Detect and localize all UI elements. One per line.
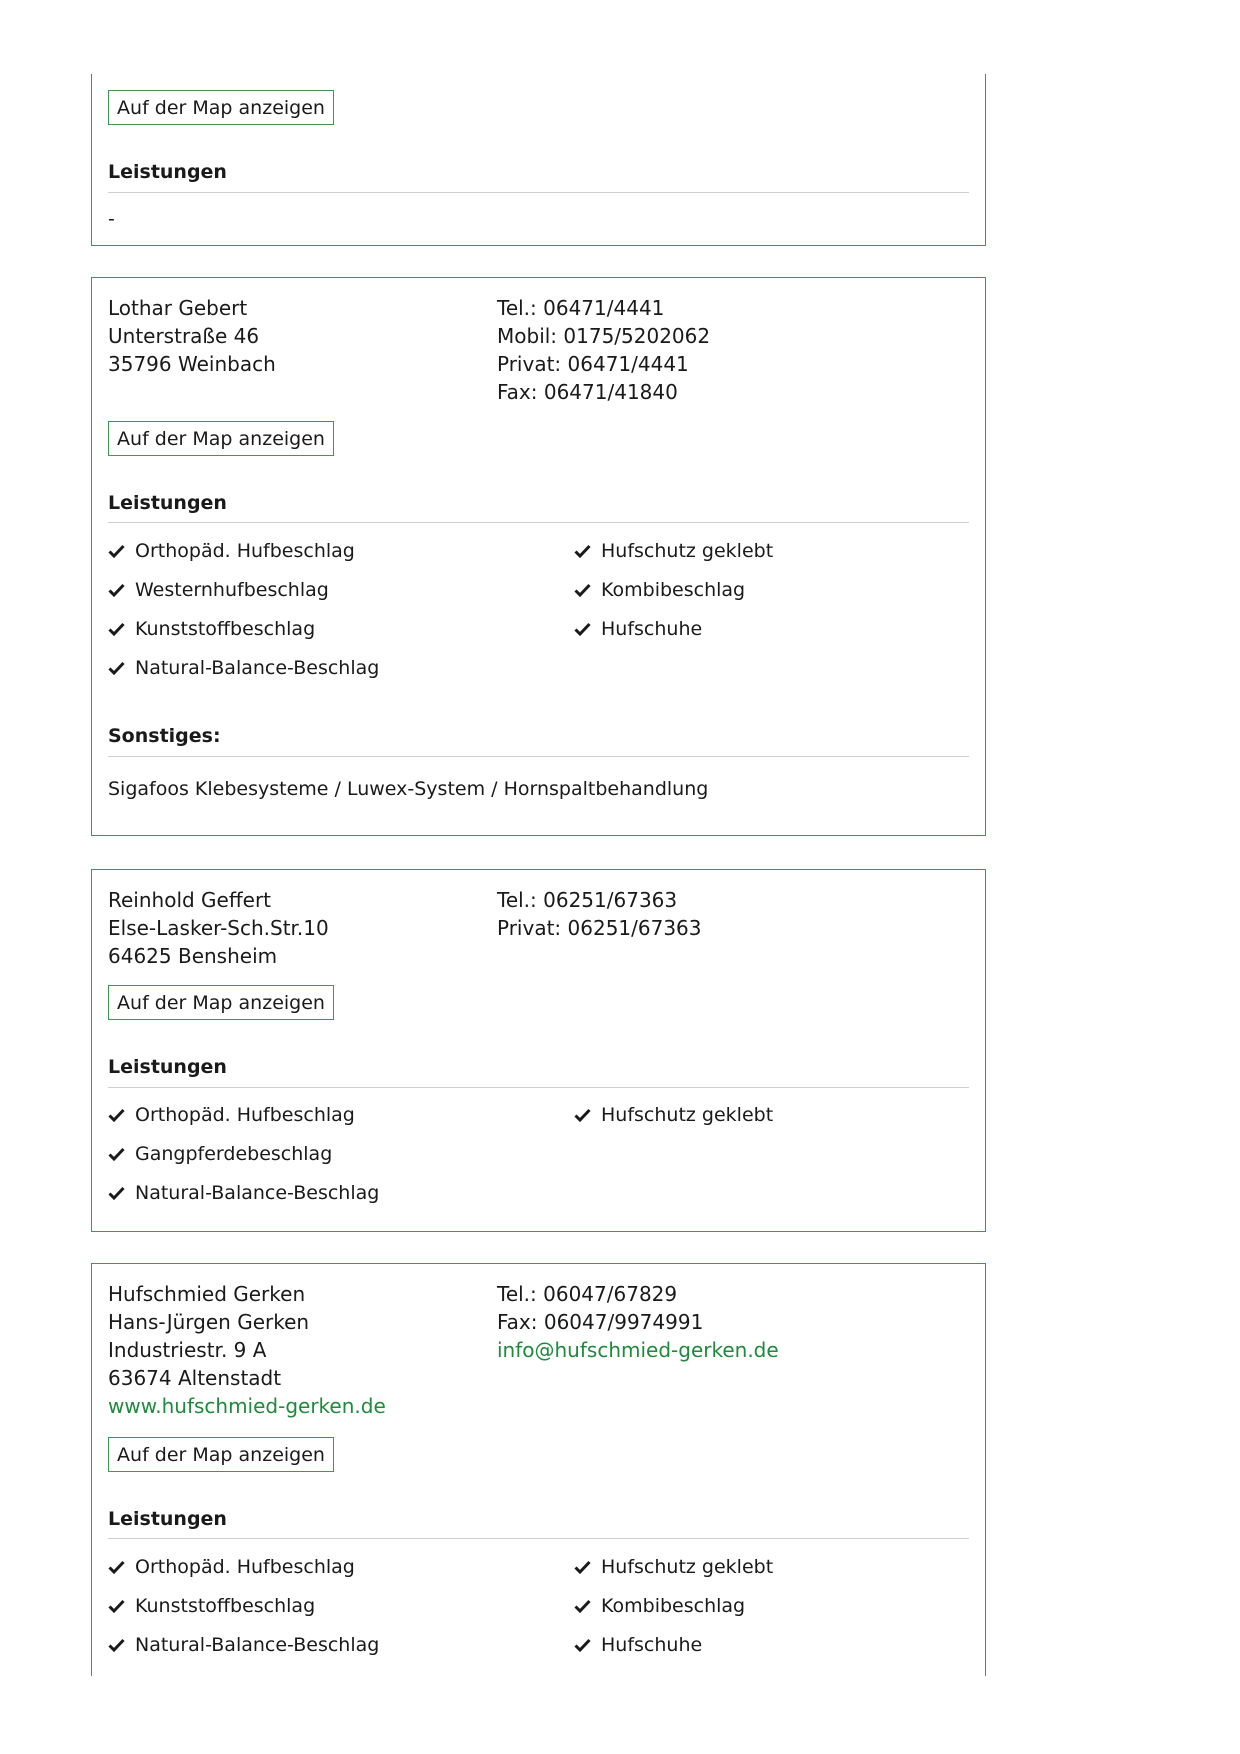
service-item: Hufschutz geklebt [574,1555,773,1579]
check-icon [574,583,591,597]
service-item: Hufschutz geklebt [574,1103,773,1127]
farrier-card-3 [91,1263,986,1676]
farrier-card-0 [91,74,986,246]
phone: Tel.: 06471/4441 [497,296,665,320]
contact-block [497,886,702,942]
check-icon [108,661,125,675]
services-divider [108,1538,969,1539]
fax: Fax: 06471/41840 [497,380,678,404]
street: Unterstraße 46 [108,324,260,348]
show-on-map-button[interactable]: Auf der Map anzeigen [108,1437,334,1472]
check-icon [108,1108,125,1122]
farrier-name: Reinhold Geffert [108,888,272,912]
farrier-card-2 [91,869,986,1232]
services-divider [108,192,969,193]
city: 35796 Weinbach [108,352,276,376]
contact-block [497,1280,779,1364]
check-icon [108,1599,125,1613]
service-item: Kombibeschlag [574,1594,745,1618]
company-name: Hufschmied Gerken [108,1282,306,1306]
service-item: Natural-Balance-Beschlag [108,1181,379,1205]
service-item: Hufschutz geklebt [574,539,773,563]
check-icon [574,544,591,558]
check-icon [108,544,125,558]
address-block [108,886,329,970]
service-item: Orthopäd. Hufbeschlag [108,539,355,563]
service-item: Orthopäd. Hufbeschlag [108,1555,355,1579]
address-block [108,1280,386,1420]
street: Else-Lasker-Sch.Str.10 [108,916,329,940]
city: 64625 Bensheim [108,944,278,968]
services-divider [108,522,969,523]
fax: Fax: 06047/9974991 [497,1310,704,1334]
service-item: Orthopäd. Hufbeschlag [108,1103,355,1127]
check-icon [108,583,125,597]
services-empty-text: - [108,208,115,230]
service-item: Kombibeschlag [574,578,745,602]
check-icon [574,1599,591,1613]
services-heading: Leistungen [108,492,227,514]
show-on-map-button[interactable]: Auf der Map anzeigen [108,90,334,125]
check-icon [108,1186,125,1200]
check-icon [108,622,125,636]
services-heading: Leistungen [108,1508,227,1530]
check-icon [108,1147,125,1161]
email-link[interactable]: info@hufschmied-gerken.de [497,1338,779,1362]
service-item: Hufschuhe [574,617,702,641]
website-link[interactable]: www.hufschmied-gerken.de [108,1394,386,1418]
show-on-map-button[interactable]: Auf der Map anzeigen [108,421,334,456]
mobile: Mobil: 0175/5202062 [497,324,711,348]
city: 63674 Altenstadt [108,1366,282,1390]
services-heading: Leistungen [108,1056,227,1078]
services-heading: Leistungen [108,161,227,183]
contact-block [497,294,710,406]
private-phone: Privat: 06251/67363 [497,916,702,940]
service-item: Kunststoffbeschlag [108,1594,315,1618]
service-item: Gangpferdebeschlag [108,1142,332,1166]
service-item: Westernhufbeschlag [108,578,329,602]
check-icon [108,1560,125,1574]
address-block [108,294,276,378]
farrier-card-1 [91,277,986,836]
services-divider [108,1087,969,1088]
private-phone: Privat: 06471/4441 [497,352,689,376]
check-icon [574,1638,591,1652]
check-icon [574,1108,591,1122]
check-icon [108,1638,125,1652]
service-item: Hufschuhe [574,1633,702,1657]
check-icon [574,1560,591,1574]
misc-divider [108,756,969,757]
street: Industriestr. 9 A [108,1338,267,1362]
phone: Tel.: 06047/67829 [497,1282,678,1306]
farrier-name: Hans-Jürgen Gerken [108,1310,310,1334]
farrier-name: Lothar Gebert [108,296,248,320]
check-icon [574,622,591,636]
service-item: Natural-Balance-Beschlag [108,656,379,680]
show-on-map-button[interactable]: Auf der Map anzeigen [108,985,334,1020]
misc-text: Sigafoos Klebesysteme / Luwex-System / Hornspaltbehandlung [108,778,709,800]
service-item: Natural-Balance-Beschlag [108,1633,379,1657]
service-item: Kunststoffbeschlag [108,617,315,641]
misc-heading: Sonstiges: [108,725,221,747]
phone: Tel.: 06251/67363 [497,888,678,912]
